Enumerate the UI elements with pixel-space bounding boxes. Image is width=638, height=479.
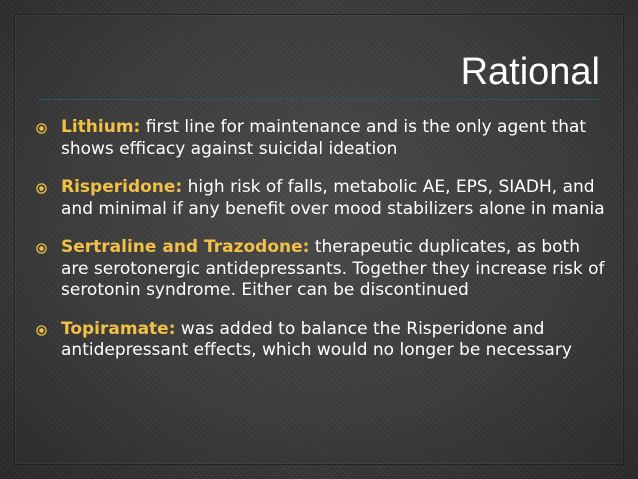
bullet-body: was added to balance the Risperidone and antidepressant effects, which would no longer be necessary [61,318,572,360]
bullet-list [36,117,606,379]
bullet-term: Sertraline and Trazodone: [61,237,310,257]
bullet-term: Risperidone: [61,177,183,197]
radio-bullet-icon [36,319,61,336]
bullet-body: high risk of falls, metabolic AE, EPS, SIADH, and and minimal if any benefit over mood stabilizers alone in mania [61,177,605,219]
bullet-text [61,117,606,160]
bullet-item-lithium [36,117,606,160]
radio-bullet-icon [36,117,61,134]
bullet-body: first line for maintenance and is the only agent that shows efficacy against suicidal ideation [61,117,587,159]
bullet-item-topiramate [36,319,606,362]
radio-bullet-icon [36,177,61,194]
bullet-item-sertraline-trazodone [36,237,606,302]
bullet-item-risperidone [36,177,606,220]
slide-title: Rational [460,51,600,93]
title-divider [38,99,600,100]
radio-bullet-icon [36,237,61,254]
bullet-text [61,177,606,220]
bullet-term: Topiramate: [61,318,176,339]
bullet-text [61,319,606,362]
bullet-term: Lithium: [61,117,141,137]
bullet-text [61,237,606,302]
bullet-body: therapeutic duplicates, as both are serotonergic antidepressants. Together they increase risk of serotonin syndrome. Either can be discontinued [61,237,605,300]
